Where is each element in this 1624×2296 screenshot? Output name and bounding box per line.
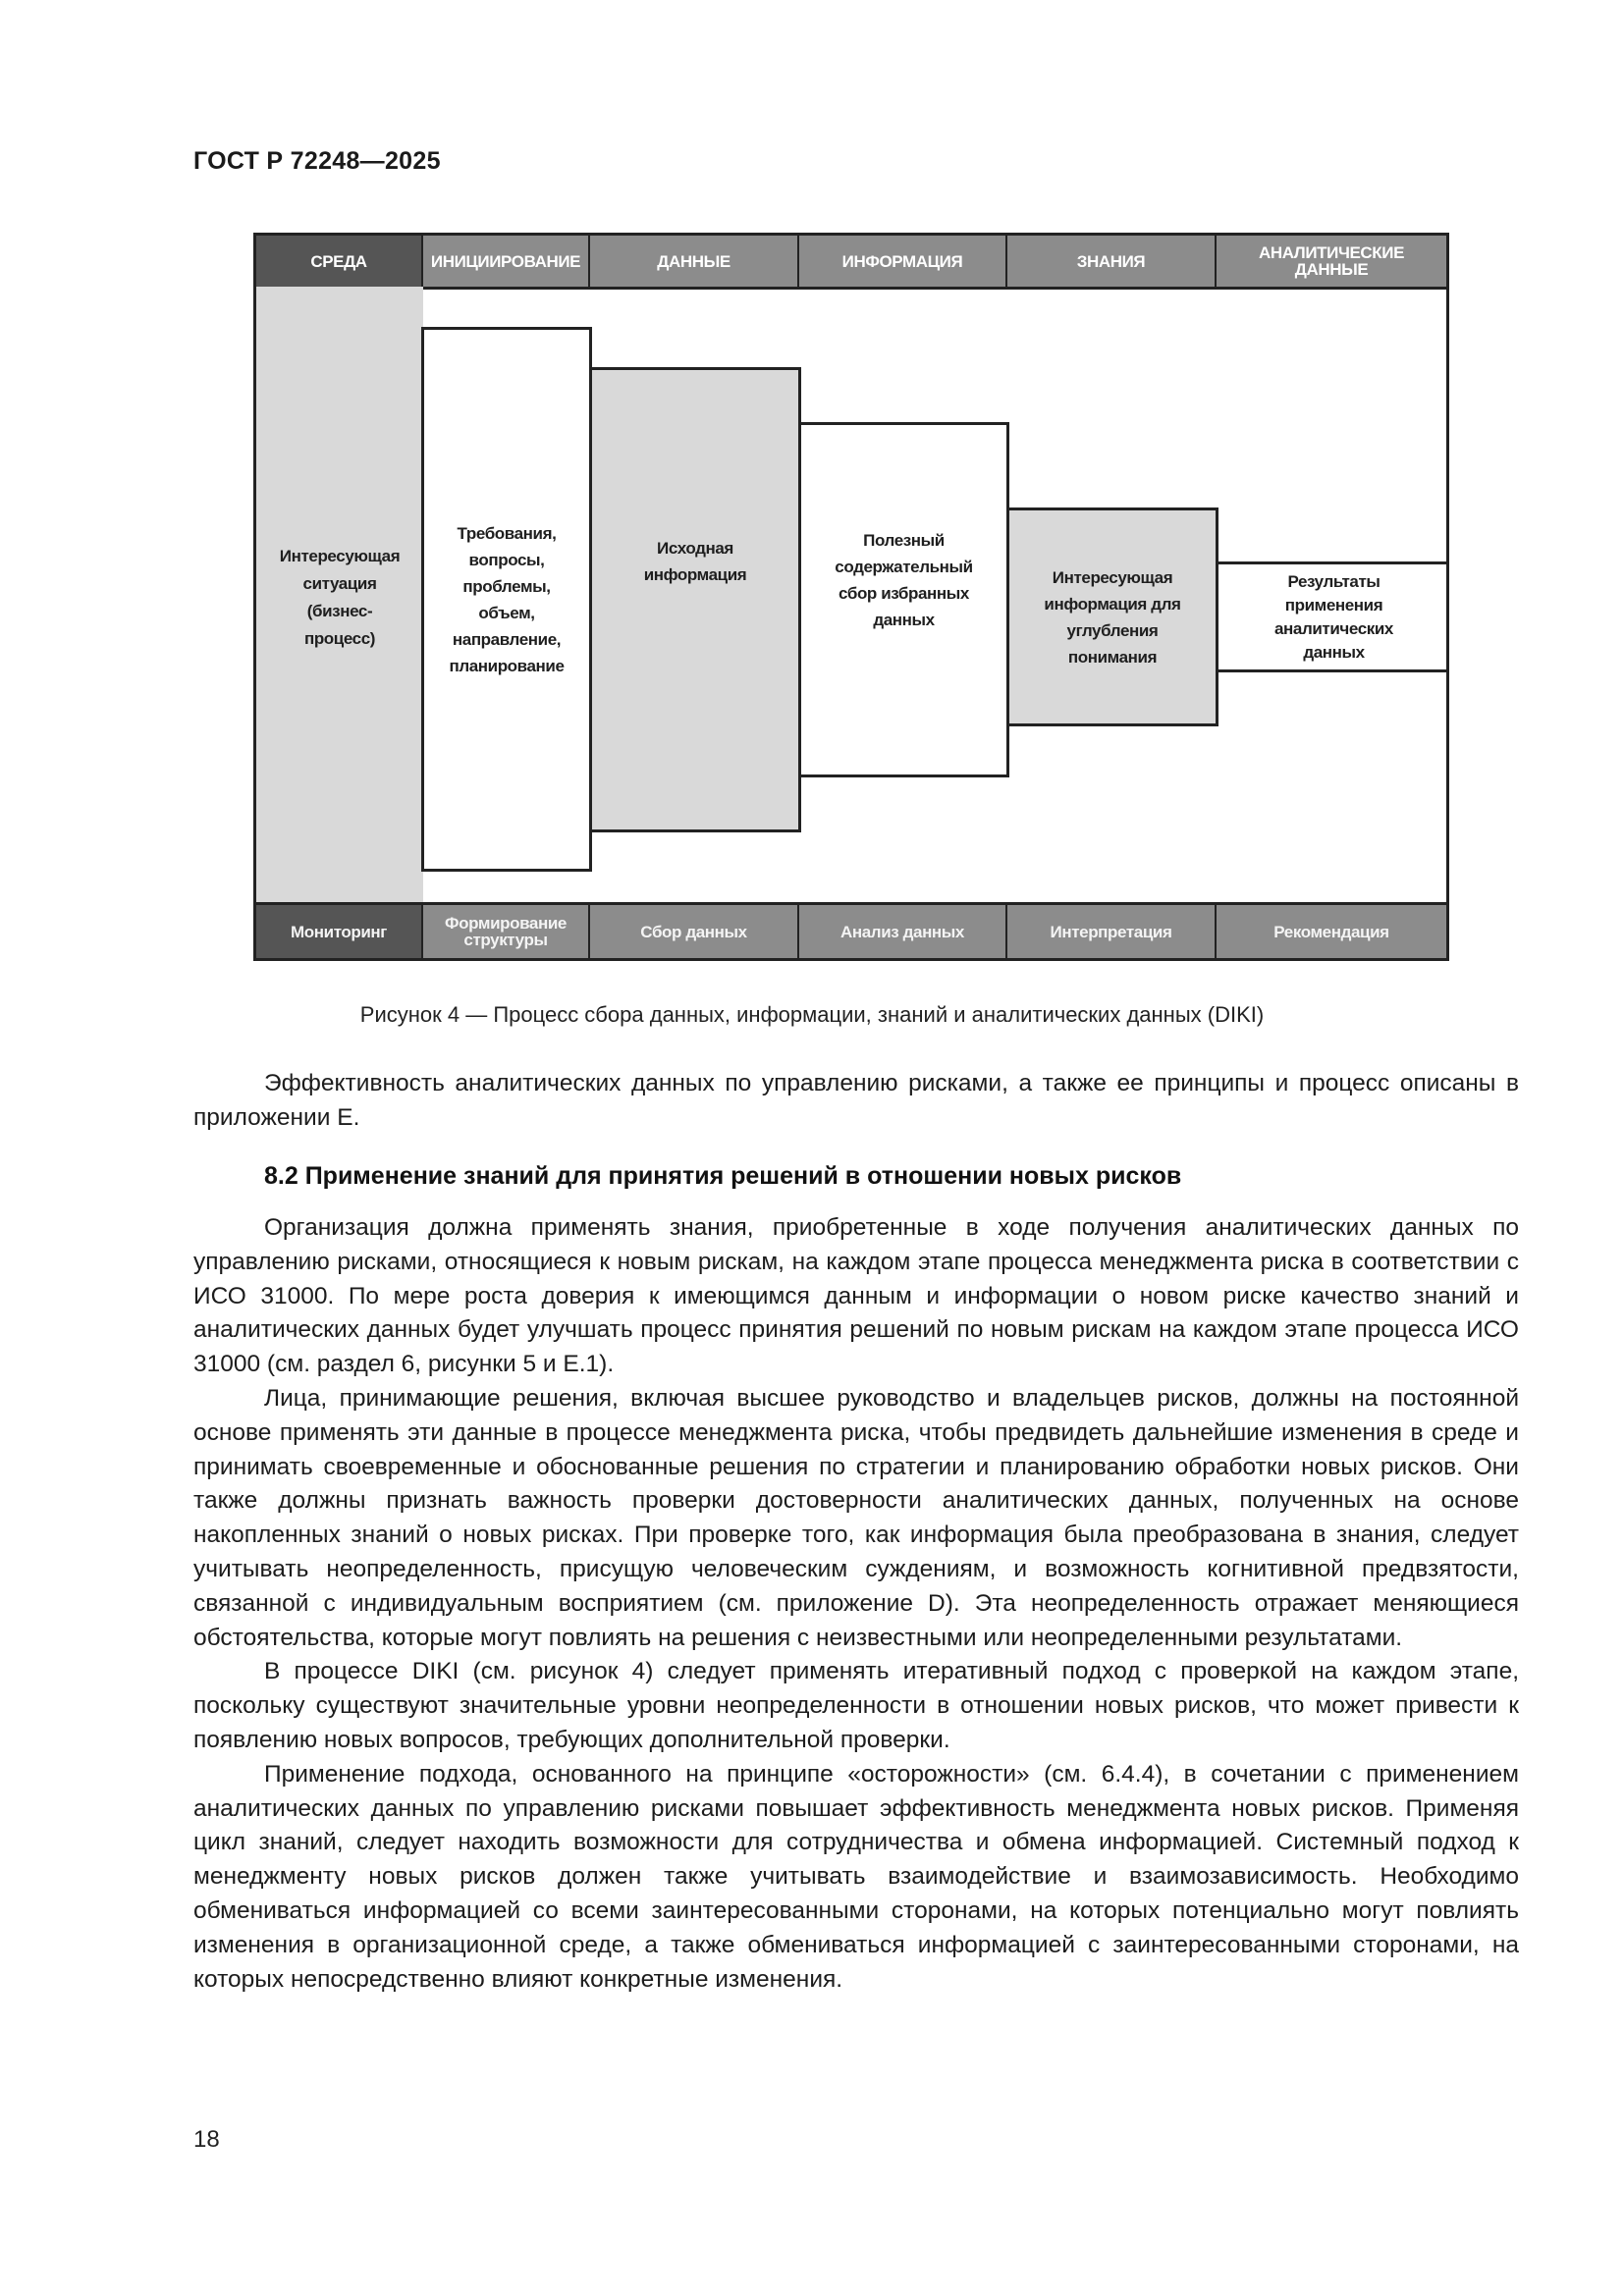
paragraph: В процессе DIKI (см. рисунок 4) следует применять итеративный подход с проверкой на каждом этапе, поскольку существуют значительные уровни неопределенности в отношении новых рисков, что может привести к появлению новых вопросов, требующих дополнительной проверки.	[193, 1658, 1519, 1753]
paragraph: Лица, принимающие решения, включая высшее руководство и владельцев рисков, должны на постоянной основе применять эти данные в процессе менеджмента риска, чтобы предвидеть дальнейшие изменения в среде и принимать своевременные и обоснованные решения по стратегии и планированию обработки новых рисков. Они также должны признать важность проверки достоверности аналитических данных, полученных на основе накопленных знаний о новых рисках. При проверке того, как информация была преобразована в знания, следует учитывать неопределенность, присущую человеческим суждениям, и возможность когнитивной предвзятости, связанной с индивидуальным восприятием (см. приложение D). Эта неопределенность отражает меняющиеся обстоятельства, которые могут повлиять на решения с неизвестными или неопределенными результатами.	[193, 1384, 1519, 1651]
stage-knowledge	[1006, 507, 1218, 726]
bottom-label-interpretation: Интерпретация	[1007, 905, 1217, 958]
document-code: ГОСТ Р 72248—2025	[193, 147, 441, 175]
page-number: 18	[193, 2126, 220, 2153]
stage-text-line: сбор избранных	[839, 584, 969, 603]
stage-text-line: Результаты	[1287, 571, 1380, 591]
stage-text-line: Интересующая	[279, 546, 401, 565]
top-label-environment: СРЕДА	[256, 236, 423, 287]
stage-text-line: направление,	[452, 629, 562, 649]
stage-text-line: Требования,	[457, 523, 557, 543]
stage-text-line: процесс)	[303, 628, 376, 648]
stage-text-line: Исходная	[657, 539, 733, 558]
top-label-initiation: ИНИЦИИРОВАНИЕ	[423, 236, 590, 287]
stage-text-line: ситуация	[302, 573, 377, 593]
diki-figure	[253, 233, 1449, 961]
stage-information	[798, 422, 1009, 777]
paragraph: Применение подхода, основанного на принципе «осторожности» (см. 6.4.4), в сочетании с применением аналитических данных по управлению рисками повышает эффективность менеджмента новых рисков. Применяя цикл знаний, следует находить возможности для сотрудничества и обмена информацией. Системный подход к менеджменту новых рисков должен также учитывать взаимодействие и взаимозависимость. Необходимо обмениваться информацией со всеми заинтересованными сторонами, на которых потенциально могут повлиять изменения в организационной среде, а также обмениваться информацией с заинтересованными сторонами, на которых непосредственно влияют конкретные изменения.	[193, 1760, 1519, 1993]
top-label-intelligence: АНАЛИТИЧЕСКИЕ ДАННЫЕ	[1217, 236, 1446, 287]
stage-text-line: применения	[1284, 595, 1383, 614]
figure-bottom-band	[256, 902, 1446, 958]
stage-text-line: углубления	[1066, 620, 1159, 640]
stage-text-line: планирование	[449, 656, 565, 675]
top-label-data: ДАННЫЕ	[590, 236, 799, 287]
stage-text-line: Интересующая	[1052, 567, 1173, 587]
stage-text-line: проблемы,	[462, 576, 551, 596]
stage-environment	[256, 287, 423, 908]
top-label-information: ИНФОРМАЦИЯ	[799, 236, 1007, 287]
intro-text	[193, 1067, 1519, 1136]
stage-text-line: (бизнес-	[306, 601, 373, 620]
stage-data	[589, 367, 801, 832]
stage-text-line: информация	[643, 565, 747, 584]
figure-caption: Рисунок 4 — Процесс сбора данных, информации, знаний и аналитических данных (DIKI)	[359, 1002, 1265, 1027]
stage-text-line: данных	[873, 611, 935, 629]
stage-text-line: аналитических	[1274, 618, 1393, 638]
bottom-label-monitoring: Мониторинг	[256, 905, 423, 958]
figure-top-band	[256, 236, 1446, 290]
paragraph: Эффективность аналитических данных по управлению рисками, а также ее принципы и процесс описаны в приложении Е.	[193, 1070, 1519, 1131]
bottom-label-analysis: Анализ данных	[799, 905, 1007, 958]
stage-text-line: содержательный	[835, 558, 973, 576]
stage-initiation	[421, 327, 592, 872]
bottom-label-collection: Сбор данных	[590, 905, 799, 958]
stage-text-line: объем,	[478, 603, 535, 622]
stage-text-line: информация для	[1044, 594, 1181, 614]
section-heading: 8.2 Применение знаний для принятия решений в отношении новых рисков	[264, 1162, 1182, 1190]
top-label-knowledge: ЗНАНИЯ	[1007, 236, 1217, 287]
paragraph: Организация должна применять знания, приобретенные в ходе получения аналитических данных по управлению рисками, относящиеся к новым рискам, на каждом этапе процесса менеджмента риска в соответствии с ИСО 31000. По мере роста доверия к имеющимся данным и информации о новом риске качество знаний и аналитических данных будет улучшать процесс принятия решений по новым рискам на каждом этапе процесса ИСО 31000 (см. раздел 6, рисунки 5 и Е.1).	[193, 1214, 1519, 1378]
bottom-label-recommendation: Рекомендация	[1217, 905, 1446, 958]
section-body	[193, 1211, 1519, 1997]
stage-text-line: понимания	[1067, 647, 1158, 667]
stage-text-line: данных	[1303, 642, 1365, 662]
stage-intelligence	[1216, 561, 1449, 672]
stage-text-line: вопросы,	[468, 550, 545, 569]
bottom-label-structuring: Формирование структуры	[423, 905, 590, 958]
stage-text-line: Полезный	[863, 531, 945, 550]
